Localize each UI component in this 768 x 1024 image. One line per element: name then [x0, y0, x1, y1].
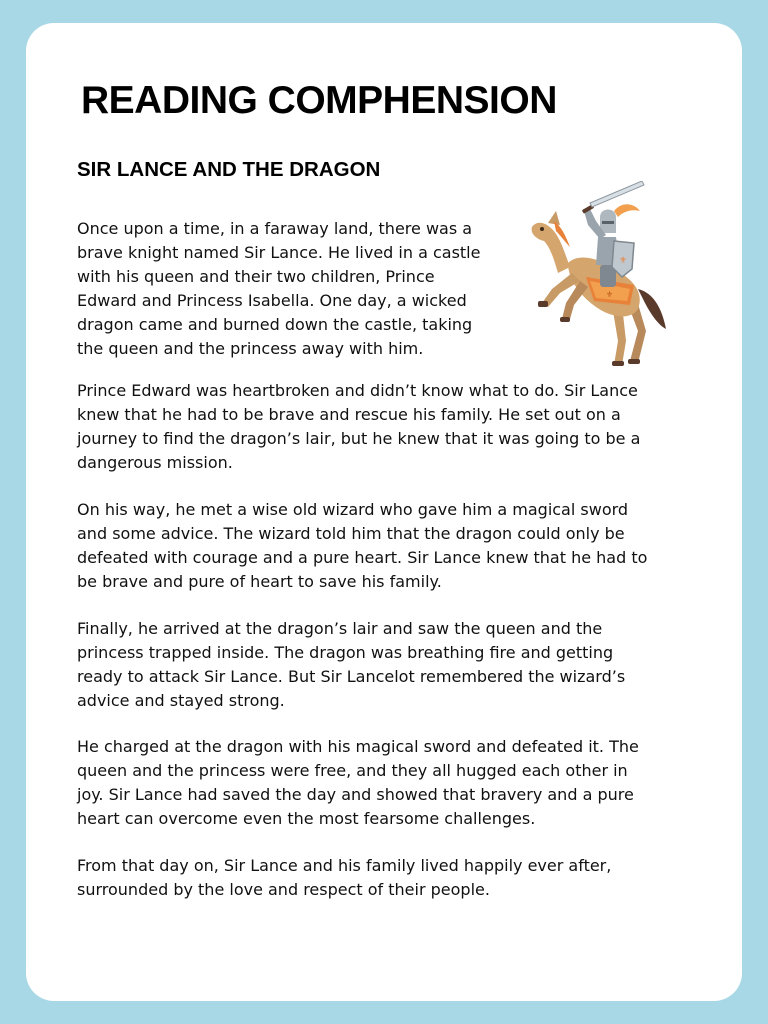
text-line: Finally, he arrived at the dragon’s lair and saw the queen and the — [77, 619, 603, 638]
story-paragraph-4 — [77, 617, 625, 713]
text-line: heart can overcome even the most fearsome challenges. — [77, 809, 536, 828]
text-line: Prince Edward was heartbroken and didn’t know what to do. Sir Lance — [77, 381, 638, 400]
text-line: the queen and the princess away with him. — [77, 339, 424, 358]
text-line: journey to find the dragon’s lair, but he knew that it was going to be a — [77, 429, 641, 448]
worksheet-card — [26, 23, 742, 1001]
text-line: Once upon a time, in a faraway land, there was a — [77, 219, 473, 238]
story-title: SIR LANCE AND THE DRAGON — [77, 158, 381, 181]
story-paragraph-2 — [77, 379, 640, 475]
text-line: with his queen and their two children, Prince — [77, 267, 435, 286]
text-line: dragon came and burned down the castle, taking — [77, 315, 473, 334]
text-line: advice and stayed strong. — [77, 691, 285, 710]
text-line: Edward and Princess Isabella. One day, a wicked — [77, 291, 467, 310]
text-line: and some advice. The wizard told him that the dragon could only be — [77, 524, 625, 543]
story-paragraph-3 — [77, 498, 647, 594]
text-line: be brave and pure of heart to save his family. — [77, 572, 442, 591]
story-paragraph-1 — [77, 217, 480, 361]
page-title: READING COMPHENSION — [81, 79, 557, 122]
text-line: knew that he had to be brave and rescue his family. He set out on a — [77, 405, 621, 424]
text-line: surrounded by the love and respect of their people. — [77, 880, 490, 899]
text-line: defeated with courage and a pure heart. Sir Lance knew that he had to — [77, 548, 648, 567]
text-line: joy. Sir Lance had saved the day and showed that bravery and a pure — [77, 785, 634, 804]
text-line: princess trapped inside. The dragon was breathing fire and getting — [77, 643, 614, 662]
text-line: From that day on, Sir Lance and his family lived happily ever after, — [77, 856, 612, 875]
story-paragraph-5 — [77, 735, 639, 831]
svg-text:⚜: ⚜ — [606, 290, 614, 299]
knight-on-horse-illustration — [526, 181, 674, 369]
text-line: dangerous mission. — [77, 453, 233, 472]
story-paragraph-6 — [77, 854, 611, 902]
text-line: brave knight named Sir Lance. He lived in a castle — [77, 243, 481, 262]
text-line: ready to attack Sir Lance. But Sir Lancelot remembered the wizard’s — [77, 667, 626, 686]
svg-text:⚜: ⚜ — [619, 256, 628, 266]
text-line: queen and the princess were free, and they all hugged each other in — [77, 761, 628, 780]
text-line: On his way, he met a wise old wizard who gave him a magical sword — [77, 500, 629, 519]
text-line: He charged at the dragon with his magical sword and defeated it. The — [77, 737, 639, 756]
